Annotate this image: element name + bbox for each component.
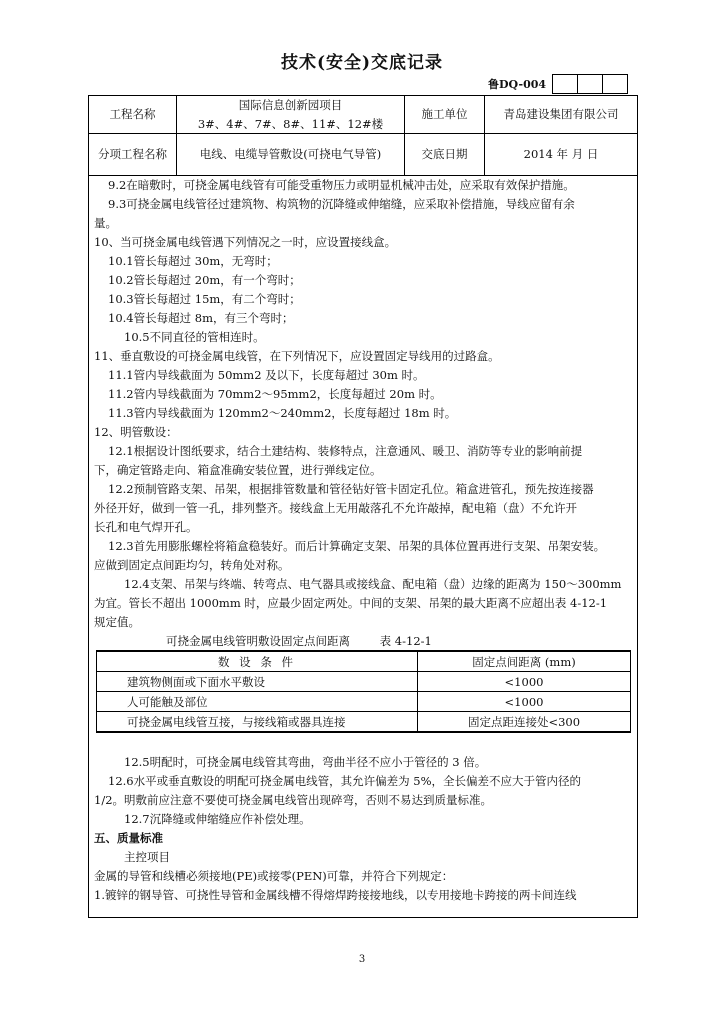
table-caption: 可挠金属电线管明敷设固定点间距离 [166,634,350,648]
text-line: 12.2预制管路支架、吊架，根据排管数量和管径钻好管卡固定孔位。箱盒进管孔，预先按连接器 [108,482,594,496]
table-caption-row [94,632,632,650]
table-cell: 固定点距连接处<300 [418,712,631,733]
text-line: 长孔和电气焊开孔。 [94,520,198,534]
content-body [89,176,637,905]
text-line: 12.4支架、吊架与终端、转弯点、电气器具或接线盒、配电箱（盘）边缘的距离为 150～300mm [124,577,622,591]
table-header-row [97,651,631,672]
contractor-value: 青岛建设集团有限公司 [503,107,619,121]
contractor-label: 施工单位 [405,96,485,133]
text-line: 量。 [94,216,117,230]
text-line: 9.2在暗敷时，可挠金属电线管有可能受重物压力或明显机械冲击处，应采取有效保护措施。 [108,178,575,192]
text-line: 10、当可挠金属电线管遇下列情况之一时，应设置接线盒。 [94,235,397,249]
text-line: 12.3首先用膨胀螺栓将箱盒稳装好。而后计算确定支架、吊架的具体位置再进行支架、吊架安装。 [108,539,606,553]
code-box-1 [552,74,578,94]
project-name-label: 工程名称 [89,96,177,133]
text-line: 1/2。明敷前应注意不要使可挠金属电线管出现碎弯，否则不易达到质量标准。 [94,793,493,807]
text-line: 11、垂直敷设的可挠金属电线管，在下列情况下，应设置固定导线用的过路盒。 [94,349,500,363]
sub-project-label: 分项工程名称 [89,134,177,175]
record-frame [88,95,638,918]
project-name-value [177,96,405,133]
project-name-line2: 3#、4#、7#、8#、11#、12#楼 [197,116,384,131]
text-line: 12.1根据设计图纸要求，结合土建结构、装修特点，注意通风、暖卫、消防等专业的影响前提 [108,444,583,458]
text-line: 11.1管内导线截面为 50mm2 及以下，长度每超过 30m 时。 [108,368,425,382]
sub-project-value: 电线、电缆导管敷设(可挠电气导管) [177,134,405,175]
text-line: 为宜。管长不超出 1000mm 时，应最少固定两处。中间的支架、吊架的最大距离不应超出表 4-12-1 [94,596,608,610]
table-cell: 可挠金属电线管互接，与接线箱或器具连接 [97,712,418,733]
code-box-3 [602,74,628,94]
text-line: 12.5明配时，可挠金属电线管其弯曲，弯曲半径不应小于管径的 3 倍。 [124,755,487,769]
text-line: 10.5不同直径的管相连时。 [124,330,265,344]
table-cell: <1000 [418,672,631,692]
text-line: 金属的导管和线槽必须接地(PE)或接零(PEN)可靠，并符合下列规定： [94,869,454,883]
table-row [97,692,631,712]
header-row-project [89,96,637,134]
spacing-table [96,650,631,733]
project-name-line1: 国际信息创新园项目 [238,97,343,112]
document-title: 技术(安全)交底记录 [280,53,444,73]
table-number: 表 4-12-1 [379,634,432,648]
table-row [97,712,631,733]
table-cell: <1000 [418,692,631,712]
text-line: 12、明管敷设： [94,425,178,439]
text-line: 规定值。 [94,615,140,629]
text-line: 1.镀锌的钢导管、可挠性导管和金属线槽不得熔焊跨接接地线，以专用接地卡跨接的两卡间连线 [94,888,577,902]
text-line: 12.6水平或垂直敷设的明配可挠金属电线管，其允许偏差为 5%，全长偏差不应大于管内径的 [108,774,582,788]
date-value: 2014 年 月 日 [523,147,599,161]
text-line: 10.3管长每超过 15m，有二个弯时； [108,292,301,306]
text-line: 12.7沉降缝或伸缩缝应作补偿处理。 [124,812,311,826]
table-row [97,672,631,692]
table-header-condition: 数 设 条 件 [97,651,418,672]
table-cell: 人可能触及部位 [97,692,418,712]
section-heading: 五、质量标准 [94,831,163,845]
text-line: 主控项目 [124,850,170,864]
text-line: 应做到固定点间距均匀，转角处对称。 [94,558,290,572]
text-line: 9.3可挠金属电线管径过建筑物、构筑物的沉降缝或伸缩缝，应采取补偿措施，导线应留有余 [108,197,575,211]
code-box-2 [577,74,603,94]
text-line: 10.2管长每超过 20m，有一个弯时； [108,273,301,287]
text-line: 10.4管长每超过 8m，有三个弯时； [108,311,294,325]
text-line: 下，确定管路走向、箱盒准确安装位置，进行弹线定位。 [94,463,382,477]
text-line: 11.2管内导线截面为 70mm2～95mm2，长度每超过 20m 时。 [108,387,442,401]
text-line: 11.3管内导线截面为 120mm2～240mm2，长度每超过 18m 时。 [108,406,457,420]
date-label: 交底日期 [405,134,485,175]
table-cell: 建筑物侧面或下面水平敷设 [97,672,418,692]
table-header-distance: 固定点间距离 (mm) [418,651,631,672]
page-number: 3 [358,954,366,965]
header-row-subproject [89,134,637,176]
text-line: 外径开好，做到一管一孔，排列整齐。接线盒上无用敲落孔不允许敲掉，配电箱（盘）不允许开 [94,501,577,515]
form-code: 鲁DQ-004 [488,78,547,91]
text-line: 10.1管长每超过 30m，无弯时； [108,254,278,268]
